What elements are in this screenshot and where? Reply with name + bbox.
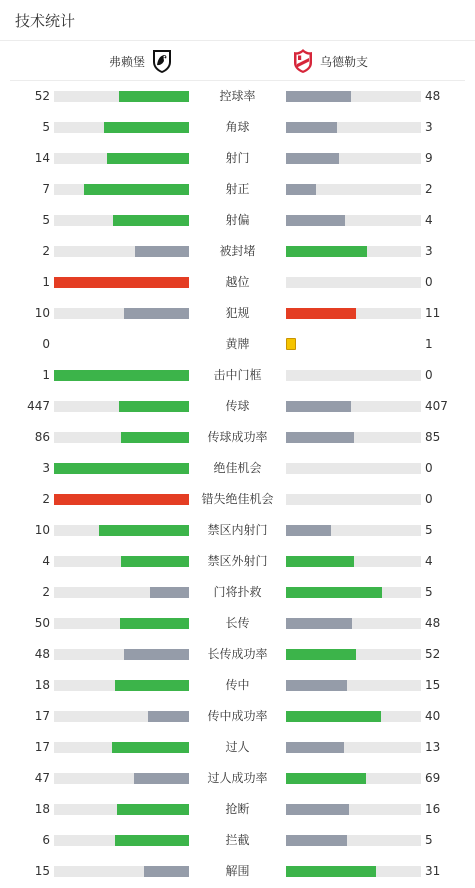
away-stat-value: 5 [425, 585, 433, 599]
home-stat-bar [54, 556, 189, 567]
away-stat-bar-fill [286, 587, 382, 598]
home-stat-bar-fill [113, 215, 189, 226]
away-stat-bar [286, 153, 421, 164]
stat-row [0, 298, 475, 329]
away-stat-value: 0 [425, 275, 433, 289]
home-stat-bar [54, 184, 189, 195]
away-stat-bar-fill [286, 649, 356, 660]
away-stat-value: 0 [425, 492, 433, 506]
home-team[interactable] [109, 48, 173, 74]
home-stat-bar-fill [115, 680, 189, 691]
home-stat-bar-fill [144, 866, 189, 877]
stat-row [0, 143, 475, 174]
home-stat-value: 47 [34, 771, 50, 785]
home-stat-bar [54, 835, 189, 846]
away-stat-bar [286, 556, 421, 567]
away-stat-bar [286, 463, 421, 474]
stat-label: 绝佳机会 [213, 461, 262, 475]
home-stat-value: 17 [34, 709, 50, 723]
stat-label: 拦截 [225, 833, 250, 847]
home-stat-bar-fill [121, 432, 189, 443]
home-stat-bar-fill [124, 308, 189, 319]
away-stat-bar-fill [286, 866, 376, 877]
stat-row [0, 329, 475, 360]
stat-label: 传球成功率 [207, 430, 268, 444]
home-stat-bar-fill [104, 122, 189, 133]
away-stat-bar [286, 804, 421, 815]
home-stat-bar [54, 308, 189, 319]
home-stat-bar [54, 246, 189, 257]
away-stat-bar [286, 835, 421, 846]
stat-label: 角球 [225, 120, 250, 134]
away-stat-bar-fill [286, 122, 337, 133]
home-stat-bar-fill [148, 711, 189, 722]
away-stat-bar [286, 215, 421, 226]
stat-label: 传球 [225, 399, 250, 413]
home-stat-bar [54, 432, 189, 443]
stat-label: 越位 [225, 275, 250, 289]
stat-row [0, 267, 475, 298]
away-stat-value: 5 [425, 833, 433, 847]
home-stat-bar [54, 401, 189, 412]
home-stat-value: 2 [42, 585, 50, 599]
away-stat-value: 15 [425, 678, 441, 692]
stat-label: 传中 [225, 678, 250, 692]
stat-row [0, 825, 475, 856]
home-stat-bar [54, 742, 189, 753]
home-stat-bar [54, 773, 189, 784]
home-stat-bar [54, 215, 189, 226]
stat-label: 过人 [225, 740, 250, 754]
away-stat-value: 2 [425, 182, 433, 196]
yellow-card-icon [286, 338, 296, 350]
home-stat-bar-fill [119, 91, 189, 102]
away-stat-bar [286, 246, 421, 257]
home-stat-bar [54, 680, 189, 691]
stat-row [0, 546, 475, 577]
home-stat-bar [54, 525, 189, 536]
home-stat-bar [54, 649, 189, 660]
home-stat-bar-fill [54, 370, 189, 381]
away-stat-value: 69 [425, 771, 441, 785]
away-team-crest-icon [292, 48, 314, 74]
home-stat-value: 3 [42, 461, 50, 475]
home-stat-value: 17 [34, 740, 50, 754]
home-stat-value: 5 [42, 120, 50, 134]
away-stat-bar [286, 680, 421, 691]
away-stat-bar-fill [286, 835, 347, 846]
stat-label: 长传 [225, 616, 250, 630]
home-stat-bar-fill [84, 184, 189, 195]
stat-label: 禁区内射门 [207, 523, 268, 537]
away-stat-value: 0 [425, 368, 433, 382]
home-stat-bar [54, 370, 189, 381]
home-stat-value: 14 [34, 151, 50, 165]
stat-label: 过人成功率 [207, 771, 268, 785]
home-stat-bar-fill [134, 773, 189, 784]
away-team[interactable] [292, 48, 368, 74]
stat-row [0, 856, 475, 887]
stat-label: 错失绝佳机会 [201, 492, 274, 506]
away-stat-bar [286, 742, 421, 753]
away-stat-bar [286, 773, 421, 784]
stat-label: 抢断 [225, 802, 250, 816]
home-stat-value: 1 [42, 368, 50, 382]
home-stat-value: 6 [42, 833, 50, 847]
home-stat-value: 18 [34, 678, 50, 692]
away-stat-bar-fill [286, 680, 347, 691]
stats-list [0, 81, 475, 887]
away-stat-bar [286, 525, 421, 536]
home-stat-bar-fill [119, 401, 189, 412]
away-stat-bar-fill [286, 308, 356, 319]
stat-label: 长传成功率 [207, 647, 268, 661]
away-stat-bar [286, 866, 421, 877]
home-stat-bar-fill [115, 835, 189, 846]
home-stat-value: 10 [34, 306, 50, 320]
home-stat-value: 4 [42, 554, 50, 568]
stat-row [0, 112, 475, 143]
away-stat-bar [286, 308, 421, 319]
away-stat-bar [286, 184, 421, 195]
away-stat-bar [286, 587, 421, 598]
home-stat-bar [54, 618, 189, 629]
stat-label: 黄牌 [225, 337, 250, 351]
home-stat-value: 2 [42, 244, 50, 258]
home-stat-value: 7 [42, 182, 50, 196]
home-stat-bar-fill [120, 618, 189, 629]
home-stat-bar-fill [121, 556, 189, 567]
home-stat-bar-fill [135, 246, 189, 257]
home-stat-bar-fill [54, 494, 189, 505]
away-stat-bar [286, 122, 421, 133]
stat-row [0, 360, 475, 391]
home-stat-bar-fill [124, 649, 189, 660]
away-stat-value: 0 [425, 461, 433, 475]
away-stat-value: 13 [425, 740, 441, 754]
home-stat-bar-fill [117, 804, 189, 815]
away-stat-bar-fill [286, 711, 381, 722]
away-stat-value: 4 [425, 213, 433, 227]
home-team-crest-icon [151, 48, 173, 74]
home-stat-bar-fill [107, 153, 189, 164]
away-stat-bar [286, 401, 421, 412]
away-stat-value: 16 [425, 802, 441, 816]
stat-row [0, 81, 475, 112]
away-stat-value: 3 [425, 244, 433, 258]
home-stat-bar [54, 153, 189, 164]
teams-header [10, 41, 465, 81]
away-stat-value: 48 [425, 89, 441, 103]
stat-row [0, 174, 475, 205]
away-stat-bar-fill [286, 742, 344, 753]
home-stat-bar-fill [54, 463, 189, 474]
stat-row [0, 236, 475, 267]
home-stat-value: 15 [34, 864, 50, 878]
stat-row [0, 484, 475, 515]
away-team-name: 乌德勒支 [320, 54, 369, 69]
home-stat-bar [54, 866, 189, 877]
away-stat-bar-fill [286, 184, 316, 195]
stat-row [0, 794, 475, 825]
away-stat-value: 3 [425, 120, 433, 134]
away-stat-bar-fill [286, 215, 345, 226]
stat-label: 门将扑救 [213, 585, 262, 599]
home-stat-value: 48 [34, 647, 50, 661]
section-header [0, 0, 475, 41]
home-stat-bar-fill [150, 587, 189, 598]
away-stat-bar-fill [286, 525, 331, 536]
away-stat-bar-fill [286, 153, 339, 164]
stat-row [0, 453, 475, 484]
away-stat-value: 85 [425, 430, 441, 444]
stat-label: 传中成功率 [207, 709, 268, 723]
away-stat-bar-fill [286, 91, 351, 102]
away-stat-bar-fill [286, 804, 349, 815]
away-stat-bar [286, 618, 421, 629]
away-stat-value: 48 [425, 616, 441, 630]
away-stat-bar [286, 91, 421, 102]
away-stat-value: 52 [425, 647, 441, 661]
away-stat-bar-fill [286, 246, 367, 257]
home-stat-bar-fill [54, 277, 189, 288]
away-stat-value: 31 [425, 864, 441, 878]
stat-row [0, 670, 475, 701]
stat-row [0, 205, 475, 236]
stat-label: 犯规 [225, 306, 250, 320]
home-stat-bar [54, 277, 189, 288]
stat-label: 射偏 [225, 213, 250, 227]
stat-label: 击中门框 [213, 368, 262, 382]
stat-row [0, 639, 475, 670]
stat-row [0, 577, 475, 608]
away-stat-value: 11 [425, 306, 441, 320]
stat-label: 被封堵 [219, 244, 256, 258]
home-team-name: 弗赖堡 [108, 54, 145, 69]
away-stat-bar-fill [286, 432, 354, 443]
stat-label: 射正 [225, 182, 250, 196]
home-stat-value: 0 [42, 337, 50, 351]
home-stat-value: 2 [42, 492, 50, 506]
home-stat-bar [54, 494, 189, 505]
away-stat-bar [286, 277, 421, 288]
home-stat-value: 447 [27, 399, 50, 413]
away-stat-value: 5 [425, 523, 433, 537]
away-stat-bar [286, 494, 421, 505]
away-stat-bar-fill [286, 773, 366, 784]
away-stat-bar-fill [286, 401, 351, 412]
home-stat-bar [54, 587, 189, 598]
away-stat-bar [286, 370, 421, 381]
away-stat-value: 4 [425, 554, 433, 568]
home-stat-bar [54, 463, 189, 474]
away-stat-value: 40 [425, 709, 441, 723]
away-stat-bar [286, 432, 421, 443]
home-stat-bar [54, 91, 189, 102]
home-stat-value: 18 [34, 802, 50, 816]
stat-row [0, 391, 475, 422]
stat-row [0, 515, 475, 546]
stat-label: 控球率 [219, 89, 256, 103]
away-stat-bar-fill [286, 556, 354, 567]
away-stat-bar [286, 649, 421, 660]
stat-row [0, 732, 475, 763]
page-title: 技术统计 [15, 12, 76, 30]
stat-label: 解围 [225, 864, 250, 878]
home-stat-value: 5 [42, 213, 50, 227]
stat-label: 禁区外射门 [207, 554, 268, 568]
home-stat-bar [54, 122, 189, 133]
home-stat-value: 52 [34, 89, 50, 103]
stat-row [0, 608, 475, 639]
away-stat-bar-fill [286, 618, 352, 629]
stat-row [0, 422, 475, 453]
away-stat-value: 9 [425, 151, 433, 165]
home-stat-value: 50 [34, 616, 50, 630]
stat-label: 射门 [225, 151, 250, 165]
home-stat-bar-fill [99, 525, 189, 536]
stat-row [0, 701, 475, 732]
home-stat-value: 10 [34, 523, 50, 537]
home-stat-value: 86 [34, 430, 50, 444]
stat-row [0, 763, 475, 794]
home-stat-value: 1 [42, 275, 50, 289]
home-stat-bar [54, 711, 189, 722]
away-stat-value: 1 [425, 337, 433, 351]
home-stat-bar-fill [112, 742, 189, 753]
away-stat-bar [286, 711, 421, 722]
away-stat-value: 407 [425, 399, 448, 413]
home-stat-bar [54, 804, 189, 815]
